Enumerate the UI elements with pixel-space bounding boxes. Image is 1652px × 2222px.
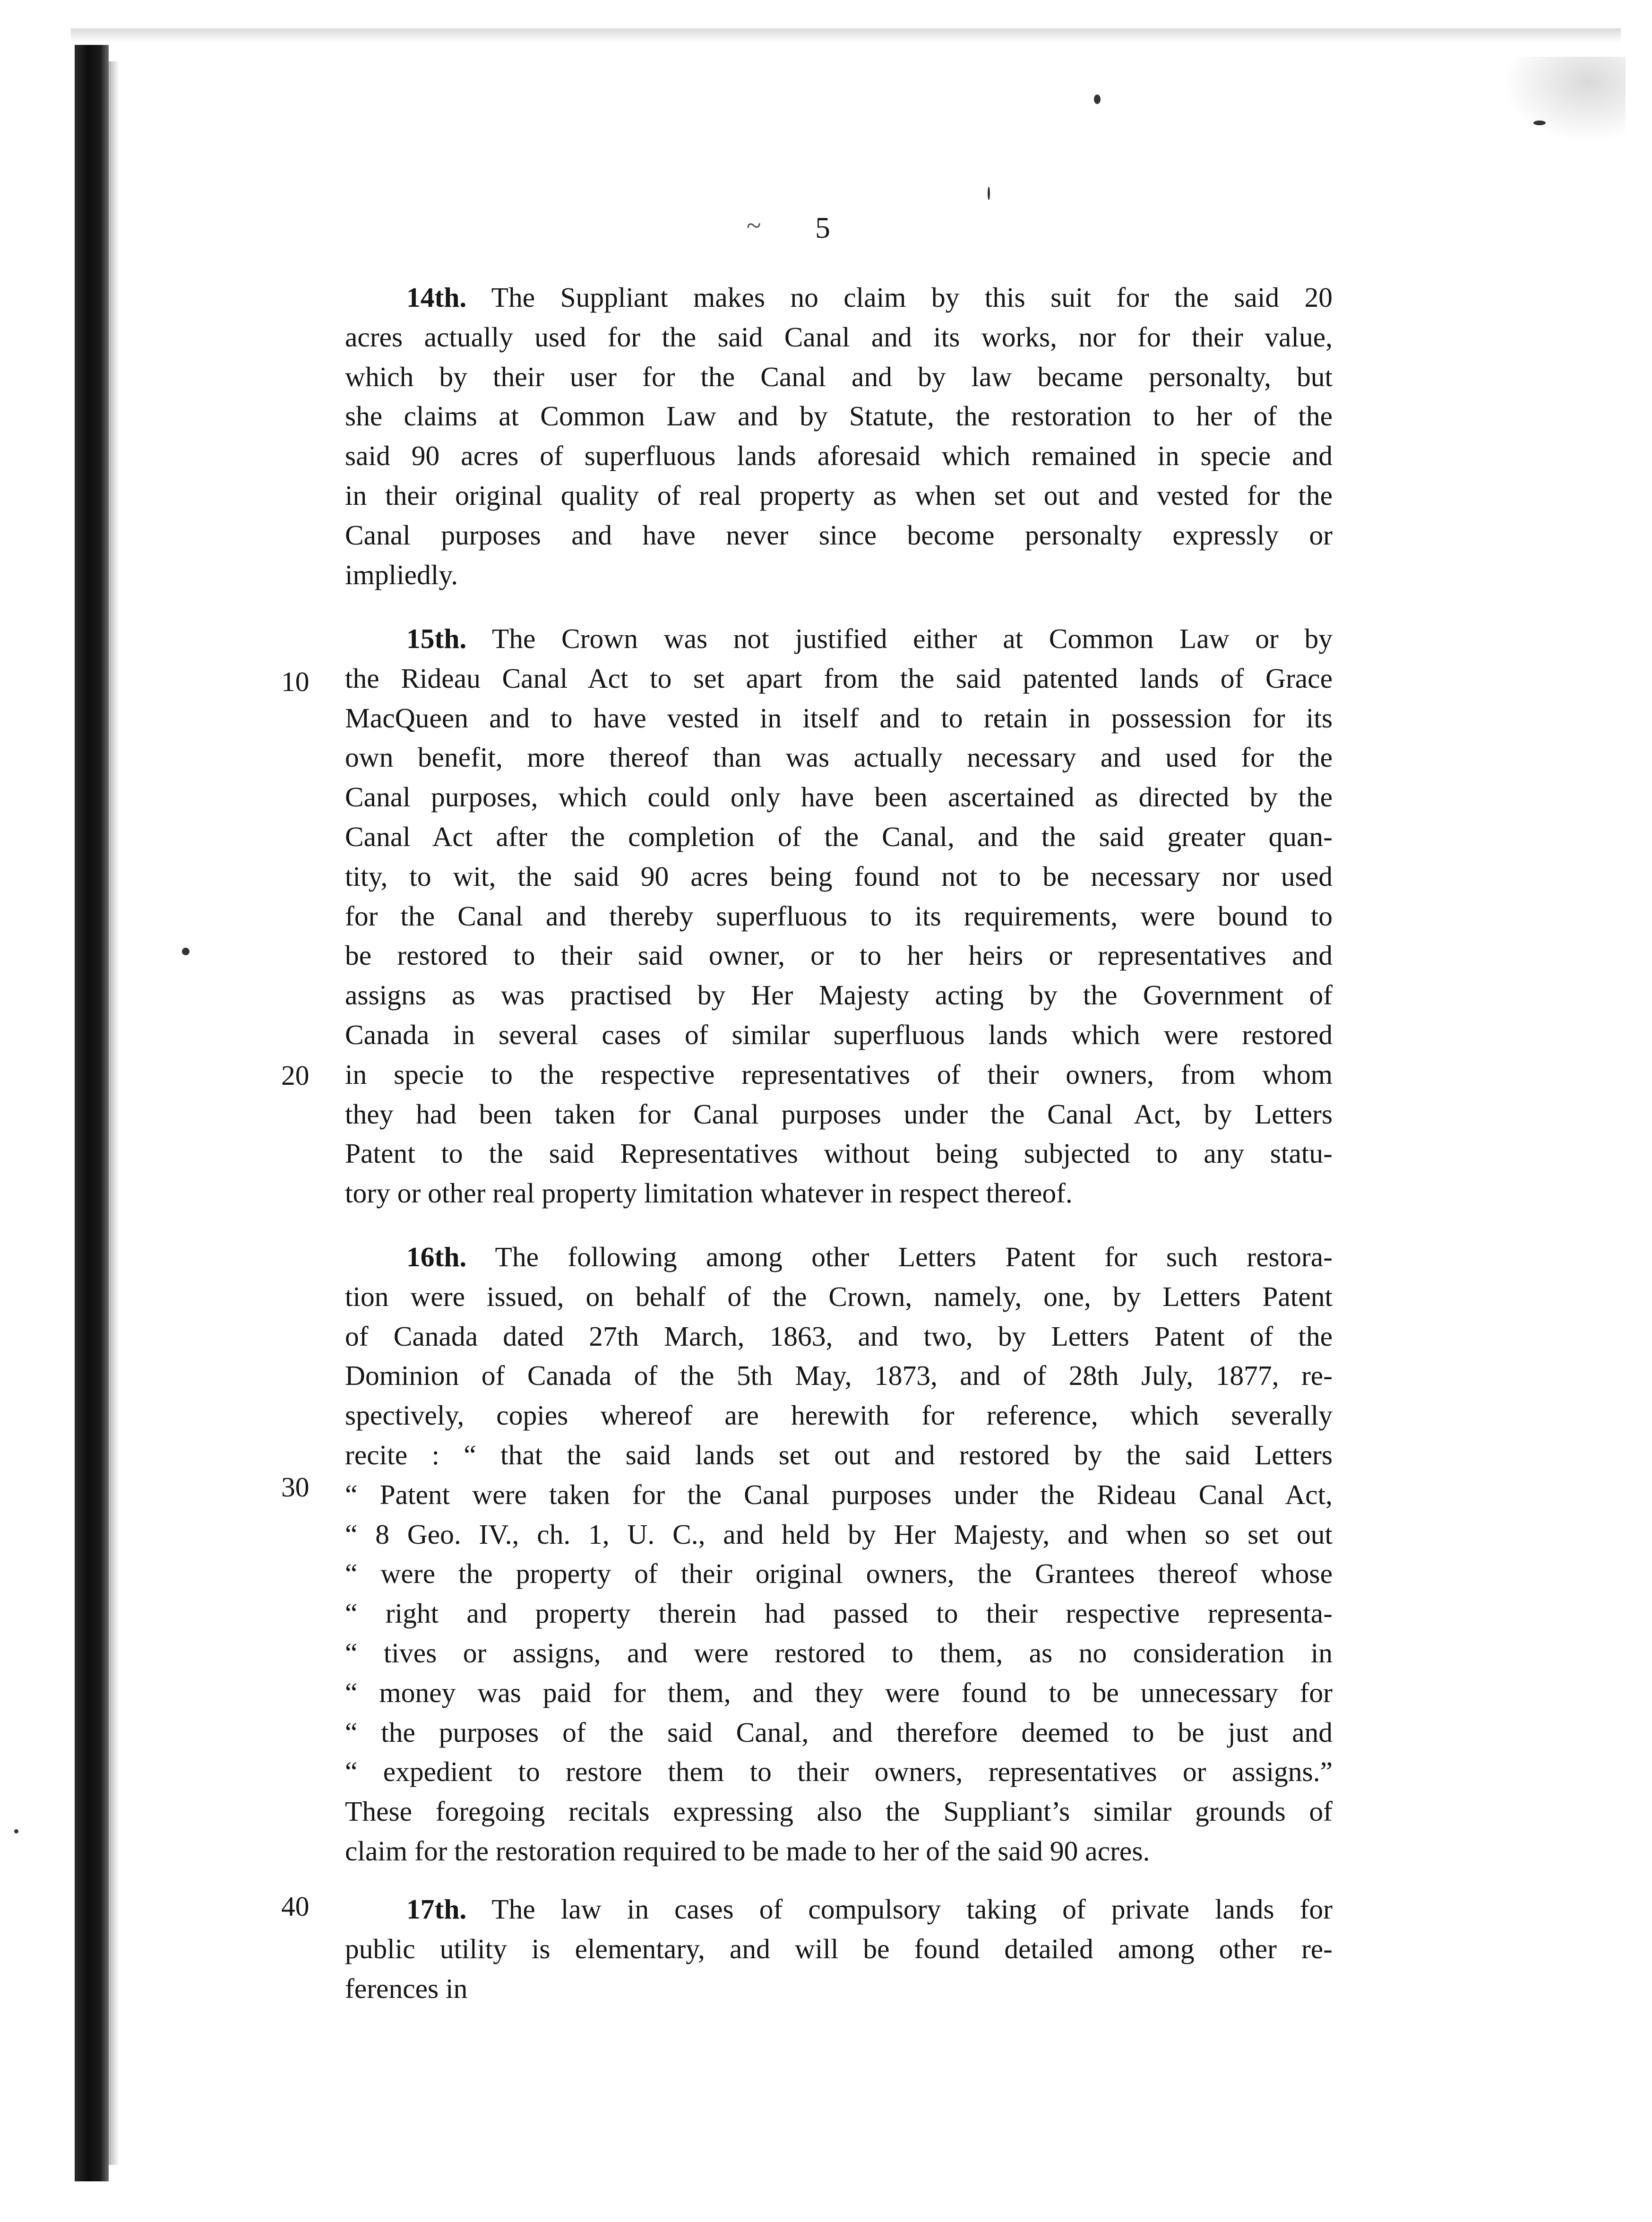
paragraph-line: the Rideau Canal Act to set apart from the said patented lands of Grace: [345, 662, 1333, 694]
ink-speck: [14, 1829, 18, 1833]
ink-speck: [182, 948, 189, 955]
paragraph-line: Patent to the said Representatives without being subjected to any statu-: [345, 1138, 1333, 1169]
ink-speck: [988, 187, 990, 200]
paragraph-line: MacQueen and to have vested in itself and to retain in possession for its: [345, 702, 1333, 734]
paragraph-line: spectively, copies whereof are herewith for reference, which severally: [345, 1400, 1333, 1431]
paragraph-line: Canal purposes, which could only have been ascertained as directed by the: [345, 781, 1333, 813]
paragraph-number: 14th.: [406, 282, 467, 313]
paragraph-line: for the Canal and thereby superfluous to its requirements, were bound to: [345, 900, 1333, 932]
paragraph-line: claim for the restoration required to be made to her of the said 90 acres.: [345, 1835, 1150, 1867]
paragraph-line: [345, 1237, 1333, 1277]
paragraph-line: “ right and property therein had passed to their respective representa-: [345, 1598, 1333, 1629]
page-number: 5: [815, 211, 830, 244]
paragraph-text: The law in cases of compulsory taking of private lands for: [491, 1893, 1333, 1925]
paragraph-line: in their original quality of real property as when set out and vested for the: [345, 479, 1333, 511]
ink-speck: [1533, 121, 1546, 125]
paragraph-line: “ tives or assigns, and were restored to them, as no consideration in: [345, 1637, 1333, 1669]
tilde-mark: ~: [747, 211, 761, 241]
paragraph-line: [345, 278, 1333, 318]
margin-line-number: 40: [281, 1891, 310, 1922]
paragraph-line: Dominion of Canada of the 5th May, 1873, and of 28th July, 1877, re-: [345, 1360, 1333, 1392]
paragraph-line: [345, 619, 1333, 659]
paragraph-line: These foregoing recitals expressing also the Suppliant’s similar grounds of: [345, 1796, 1333, 1827]
paragraph-line: which by their user for the Canal and by law became personalty, but: [345, 361, 1333, 392]
paragraph-line: “ money was paid for them, and they were found to be unnecessary for: [345, 1677, 1333, 1708]
margin-line-number: 30: [281, 1471, 310, 1503]
paragraph-line: [345, 1890, 1333, 1929]
paragraph-15th: [345, 619, 1333, 1213]
paragraph-line: they had been taken for Canal purposes under the Canal Act, by Letters: [345, 1098, 1333, 1130]
paragraph-line: Canal Act after the completion of the Canal, and the said greater quan-: [345, 821, 1333, 852]
paragraph-line: acres actually used for the said Canal and its works, nor for their value,: [345, 321, 1333, 353]
paragraph-line: she claims at Common Law and by Statute, the restoration to her of the: [345, 400, 1333, 432]
paragraph-line: public utility is elementary, and will be found detailed among other re-: [345, 1933, 1333, 1964]
paragraph-line: be restored to their said owner, or to her heirs or representatives and: [345, 940, 1333, 971]
paragraph-line: Canal purposes and have never since become personalty expressly or: [345, 519, 1333, 551]
paragraph-line: tion were issued, on behalf of the Crown, namely, one, by Letters Patent: [345, 1280, 1333, 1312]
scan-top-edge: [71, 28, 1621, 43]
margin-line-number: 10: [281, 666, 310, 697]
paragraph-line: “ expedient to restore them to their owners, representatives or assigns.”: [345, 1756, 1333, 1788]
paragraph-line: of Canada dated 27th March, 1863, and two, by Letters Patent of the: [345, 1320, 1333, 1352]
scan-corner-smudge: [1503, 57, 1626, 142]
paragraph-line: ferences in: [345, 1972, 468, 2004]
paragraph-16th: [345, 1237, 1333, 1871]
paragraph-line: impliedly.: [345, 559, 458, 590]
paragraph-line: assigns as was practised by Her Majesty acting by the Government of: [345, 979, 1333, 1011]
paragraph-text: The following among other Letters Patent for such restora-: [495, 1241, 1333, 1272]
paragraph-17th: [345, 1890, 1333, 2008]
paragraph-number: 16th.: [406, 1241, 467, 1272]
paragraph-line: “ Patent were taken for the Canal purposes under the Rideau Canal Act,: [345, 1478, 1333, 1510]
margin-line-number: 20: [281, 1060, 310, 1091]
paragraph-line: in specie to the respective representatives of their owners, from whom: [345, 1058, 1333, 1090]
paragraph-14th: [345, 278, 1333, 595]
paragraph-text: The Crown was not justified either at Common Law or by: [491, 623, 1333, 654]
paragraph-number: 15th.: [406, 623, 467, 654]
paragraph-line: recite : “ that the said lands set out and restored by the said Letters: [345, 1439, 1333, 1470]
paragraph-line: Canada in several cases of similar superfluous lands which were restored: [345, 1019, 1333, 1050]
paragraph-line: “ were the property of their original owners, the Grantees thereof whose: [345, 1558, 1333, 1590]
paragraph-line: own benefit, more thereof than was actually necessary and used for the: [345, 742, 1333, 773]
paragraph-line: “ the purposes of the said Canal, and therefore deemed to be just and: [345, 1716, 1333, 1748]
paragraph-line: said 90 acres of superfluous lands aforesaid which remained in specie and: [345, 440, 1333, 472]
paragraph-line: tity, to wit, the said 90 acres being found not to be necessary nor used: [345, 860, 1333, 892]
paragraph-number: 17th.: [406, 1893, 467, 1925]
paragraph-line: “ 8 Geo. IV., ch. 1, U. C., and held by Her Majesty, and when so set out: [345, 1518, 1333, 1550]
ink-speck: [1094, 95, 1101, 104]
paragraph-line: tory or other real property limitation whatever in respect thereof.: [345, 1177, 1073, 1209]
binding-shadow: [109, 61, 119, 2165]
binding-edge: [75, 45, 109, 2181]
paragraph-text: The Suppliant makes no claim by this suit for the said 20: [491, 282, 1333, 313]
